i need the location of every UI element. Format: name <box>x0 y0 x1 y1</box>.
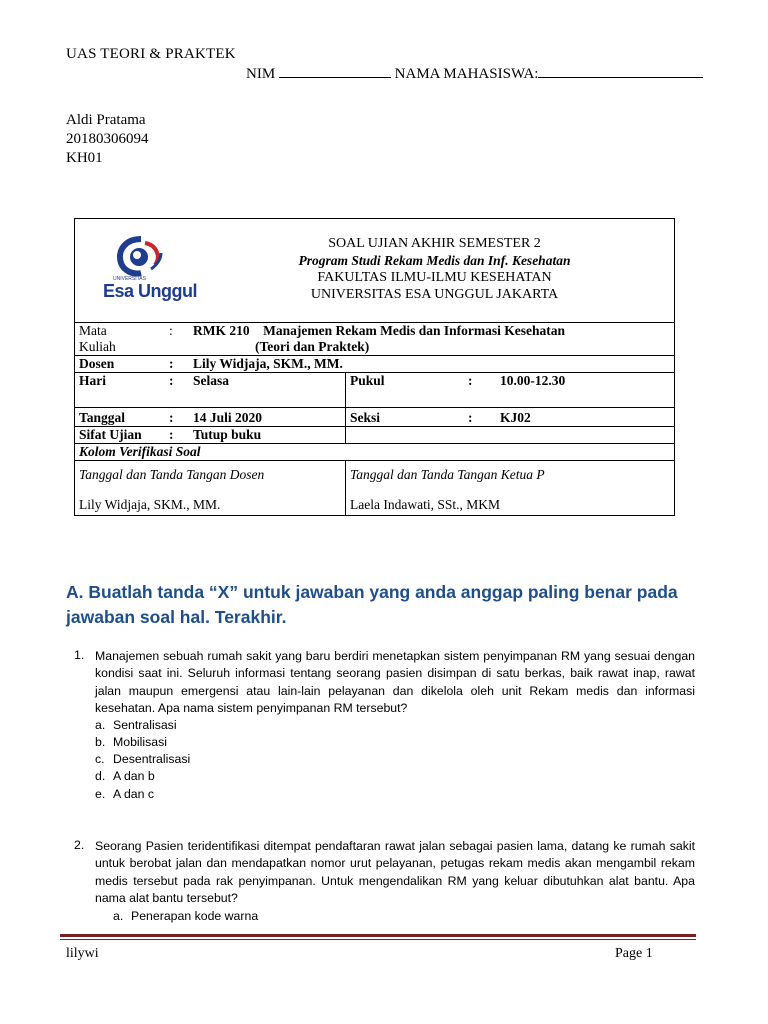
question-2-option-a[interactable]: a. Penerapan kode warna <box>113 909 259 923</box>
kuliah-label: Kuliah <box>79 339 116 354</box>
pukul-label: Pukul <box>350 373 385 388</box>
course-row: Mata : RMK 210 Manajemen Rekam Medis dan Informasi Kesehatan Kuliah (Teori dan Praktek) <box>75 323 675 356</box>
logo-text: Esa Unggul <box>103 281 198 301</box>
hari-value: Selasa <box>193 373 230 388</box>
program-name: Program Studi Rekam Medis dan Inf. Kesehatan <box>298 253 571 268</box>
faculty-name: FAKULTAS ILMU-ILMU KESEHATAN <box>317 270 552 285</box>
ttd-ketua-label: Tanggal dan Tanda Tangan Ketua P <box>350 467 545 482</box>
nim-name-line <box>246 65 703 83</box>
empty-cell <box>346 427 675 444</box>
nim-blank[interactable] <box>279 65 391 78</box>
dosen-row: Dosen : Lily Widjaja, SKM., MM. <box>75 356 675 373</box>
header-cell <box>75 219 675 323</box>
sifat-label: Sifat Ujian <box>79 427 142 442</box>
question-2-text: Seorang Pasien teridentifikasi ditempat pendaftaran rawat jalan sebagai pasien lama, datang ke rumah sakit untuk berobat jalan dan mendapatkan nomor urut pelayanan, petugas rekam medis akan mengambil rekam medis tersebut pada rak penyimpanan. Untuk mengendalikan RM yang keluar dibutuhkan alat bantu. Apa nama alat bantu tersebut? <box>95 839 695 905</box>
footer-rule-thin <box>60 939 696 940</box>
hari-cell: Hari : Selasa <box>75 373 346 408</box>
footer-rule <box>60 934 696 937</box>
question-1-option-c[interactable]: c. Desentralisasi <box>95 752 191 766</box>
tanggal-cell: Tanggal : 14 Juli 2020 <box>75 408 346 427</box>
mata-label: Mata <box>79 323 107 338</box>
footer-author: lilywi <box>66 946 99 961</box>
verif-label: Kolom Verifikasi Soal <box>79 444 201 459</box>
document-type: UAS TEORI & PRAKTEK <box>66 46 236 62</box>
tanggal-label: Tanggal <box>79 410 126 425</box>
seksi-value: KJ02 <box>500 410 531 425</box>
student-info <box>66 111 149 168</box>
question-1-number: 1. <box>74 648 85 662</box>
signer-ketua: Laela Indawati, SSt., MKM <box>350 497 500 512</box>
nama-blank[interactable] <box>538 65 703 78</box>
question-2-number: 2. <box>74 838 85 852</box>
pukul-cell: Pukul : 10.00-12.30 <box>346 373 675 408</box>
verif-row <box>75 444 675 461</box>
dosen-label: Dosen <box>79 356 115 371</box>
student-name: Aldi Pratama <box>66 112 146 128</box>
university-name: UNIVERSITAS ESA UNGGUL JAKARTA <box>310 287 559 302</box>
seksi-cell: Seksi : KJ02 <box>346 408 675 427</box>
question-1-option-b[interactable]: b. Mobilisasi <box>95 735 167 749</box>
nim-label: NIM <box>246 66 276 82</box>
pukul-value: 10.00-12.30 <box>500 373 566 388</box>
section-a-heading: A. Buatlah tanda “X” untuk jawaban yang anda anggap paling benar pada jawaban soal hal. Terakhir. <box>66 582 678 627</box>
question-1-text: Manajemen sebuah rumah sakit yang baru berdiri menetapkan sistem penyimpanan RM yang sesuai dengan kondisi saat ini. Seluruh informasi tentang seorang pasien disimpan di satu berkas, baik rawat inap, rawat jalan maupun emergensi atau lain-lain pelayanan dan dikelola oleh unit Rekam medis dan informasi kesehatan. Apa nama sistem penyimpanan RM tersebut? <box>95 649 695 715</box>
course-value: RMK 210 Manajemen Rekam Medis dan Informasi Kesehatan <box>193 323 565 338</box>
page-number: Page 1 <box>615 946 653 961</box>
question-1-option-d[interactable]: d. A dan b <box>95 769 155 783</box>
student-nim: 20180306094 <box>66 131 149 147</box>
exam-title: SOAL UJIAN AKHIR SEMESTER 2 <box>328 236 541 251</box>
dosen-value: Lily Widjaja, SKM., MM. <box>193 356 343 371</box>
nama-label: NAMA MAHASISWA: <box>394 66 539 82</box>
exam-header-table <box>74 218 675 516</box>
sifat-value: Tutup buku <box>193 427 262 442</box>
ttd-dosen-cell[interactable] <box>75 461 346 516</box>
seksi-label: Seksi <box>350 410 381 425</box>
student-class: KH01 <box>66 150 103 166</box>
tanggal-value: 14 Juli 2020 <box>193 410 263 425</box>
signer-dosen: Lily Widjaja, SKM., MM. <box>79 497 221 512</box>
ttd-ketua-cell[interactable] <box>346 461 675 516</box>
exam-title-block <box>75 235 674 303</box>
course-subtitle: (Teori dan Praktek) <box>255 339 370 354</box>
question-1-option-a[interactable]: a. Sentralisasi <box>95 718 177 732</box>
hari-label: Hari <box>79 373 106 388</box>
logo-caption: UNIVERSITAS <box>113 276 146 282</box>
question-1-option-e[interactable]: e. A dan c <box>95 787 155 801</box>
sifat-cell: Sifat Ujian : Tutup buku <box>75 427 346 444</box>
ttd-dosen-label: Tanggal dan Tanda Tangan Dosen <box>79 467 265 482</box>
